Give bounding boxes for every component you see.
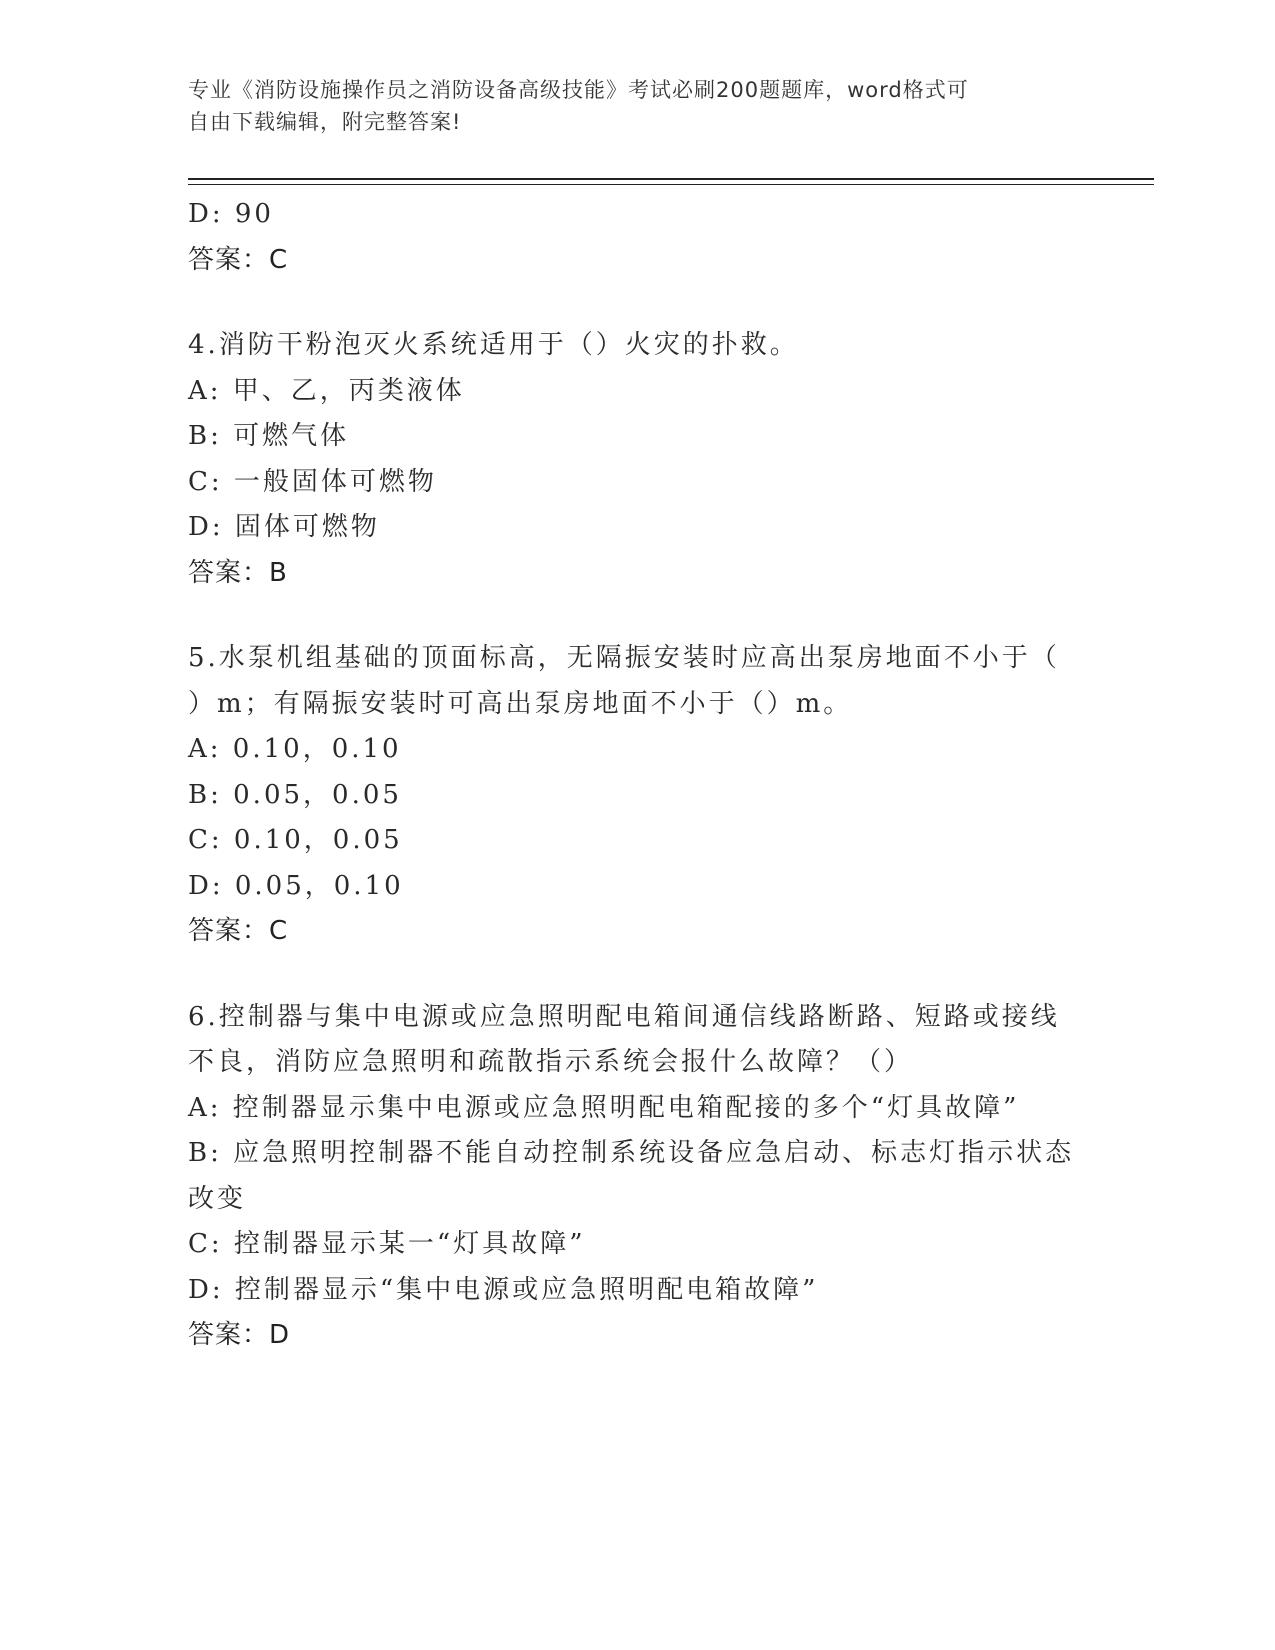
option-d: D: 0.05，0.10 [188, 870, 404, 901]
option-a: A: 0.10，0.10 [188, 734, 402, 764]
header-line-1: 专业《消防设施操作员之消防设备高级技能》考试必刷200题题库，word格式可 [188, 78, 969, 102]
question-5 [188, 636, 1088, 955]
option-b: B: 0.05，0.05 [188, 779, 402, 810]
option-c: C: 0.10，0.05 [188, 825, 403, 855]
option-b-line-2: 改变 [188, 1183, 247, 1214]
header-divider-thick [188, 178, 1154, 180]
answer-label: 答案：D [188, 1320, 291, 1350]
option-b: B: 可燃气体 [188, 421, 350, 451]
question-stem-line-1: 6.控制器与集中电源或应急照明配电箱间通信线路断路、短路或接线 [188, 1001, 1060, 1032]
question-stem-line-2: 不良，消防应急照明和疏散指示系统会报什么故障？（） [188, 1047, 914, 1077]
option-a: A: 甲、乙，丙类液体 [188, 375, 465, 406]
answer-label: 答案：C [188, 916, 289, 946]
document-header [188, 74, 1088, 138]
option-d: D: 固体可燃物 [188, 512, 380, 542]
spacer [188, 596, 1088, 636]
answer-label: 答案：C [188, 244, 289, 275]
spacer [188, 283, 1088, 323]
option-c: C: 控制器显示某一“灯具故障” [188, 1229, 586, 1259]
option-d: D: 控制器显示“集中电源或应急照明配电箱故障” [188, 1274, 819, 1305]
option-a: A: 控制器显示集中电源或应急照明配电箱配接的多个“灯具故障” [188, 1092, 1020, 1123]
header-line-2: 自由下载编辑，附完整答案! [188, 110, 462, 134]
answer-label: 答案：B [188, 557, 288, 588]
spacer [188, 955, 1088, 995]
question-stem-line-1: 5.水泵机组基础的顶面标高，无隔振安装时应高出泵房地面不小于（ [188, 643, 1060, 673]
option-d: D: 90 [188, 199, 274, 229]
option-c: C: 一般固体可燃物 [188, 466, 437, 497]
question-stem: 4.消防干粉泡灭火系统适用于（）火灾的扑救。 [188, 330, 799, 360]
header-divider-thin [188, 184, 1154, 185]
question-6 [188, 995, 1088, 1359]
question-3-tail [188, 192, 1088, 283]
question-list [188, 192, 1088, 1359]
option-b-line-1: B: 应急照明控制器不能自动控制系统设备应急启动、标志灯指示状态 [188, 1138, 1075, 1168]
question-stem-line-2: ）m；有隔振安装时可高出泵房地面不小于（）m。 [188, 688, 853, 719]
question-4 [188, 323, 1088, 596]
